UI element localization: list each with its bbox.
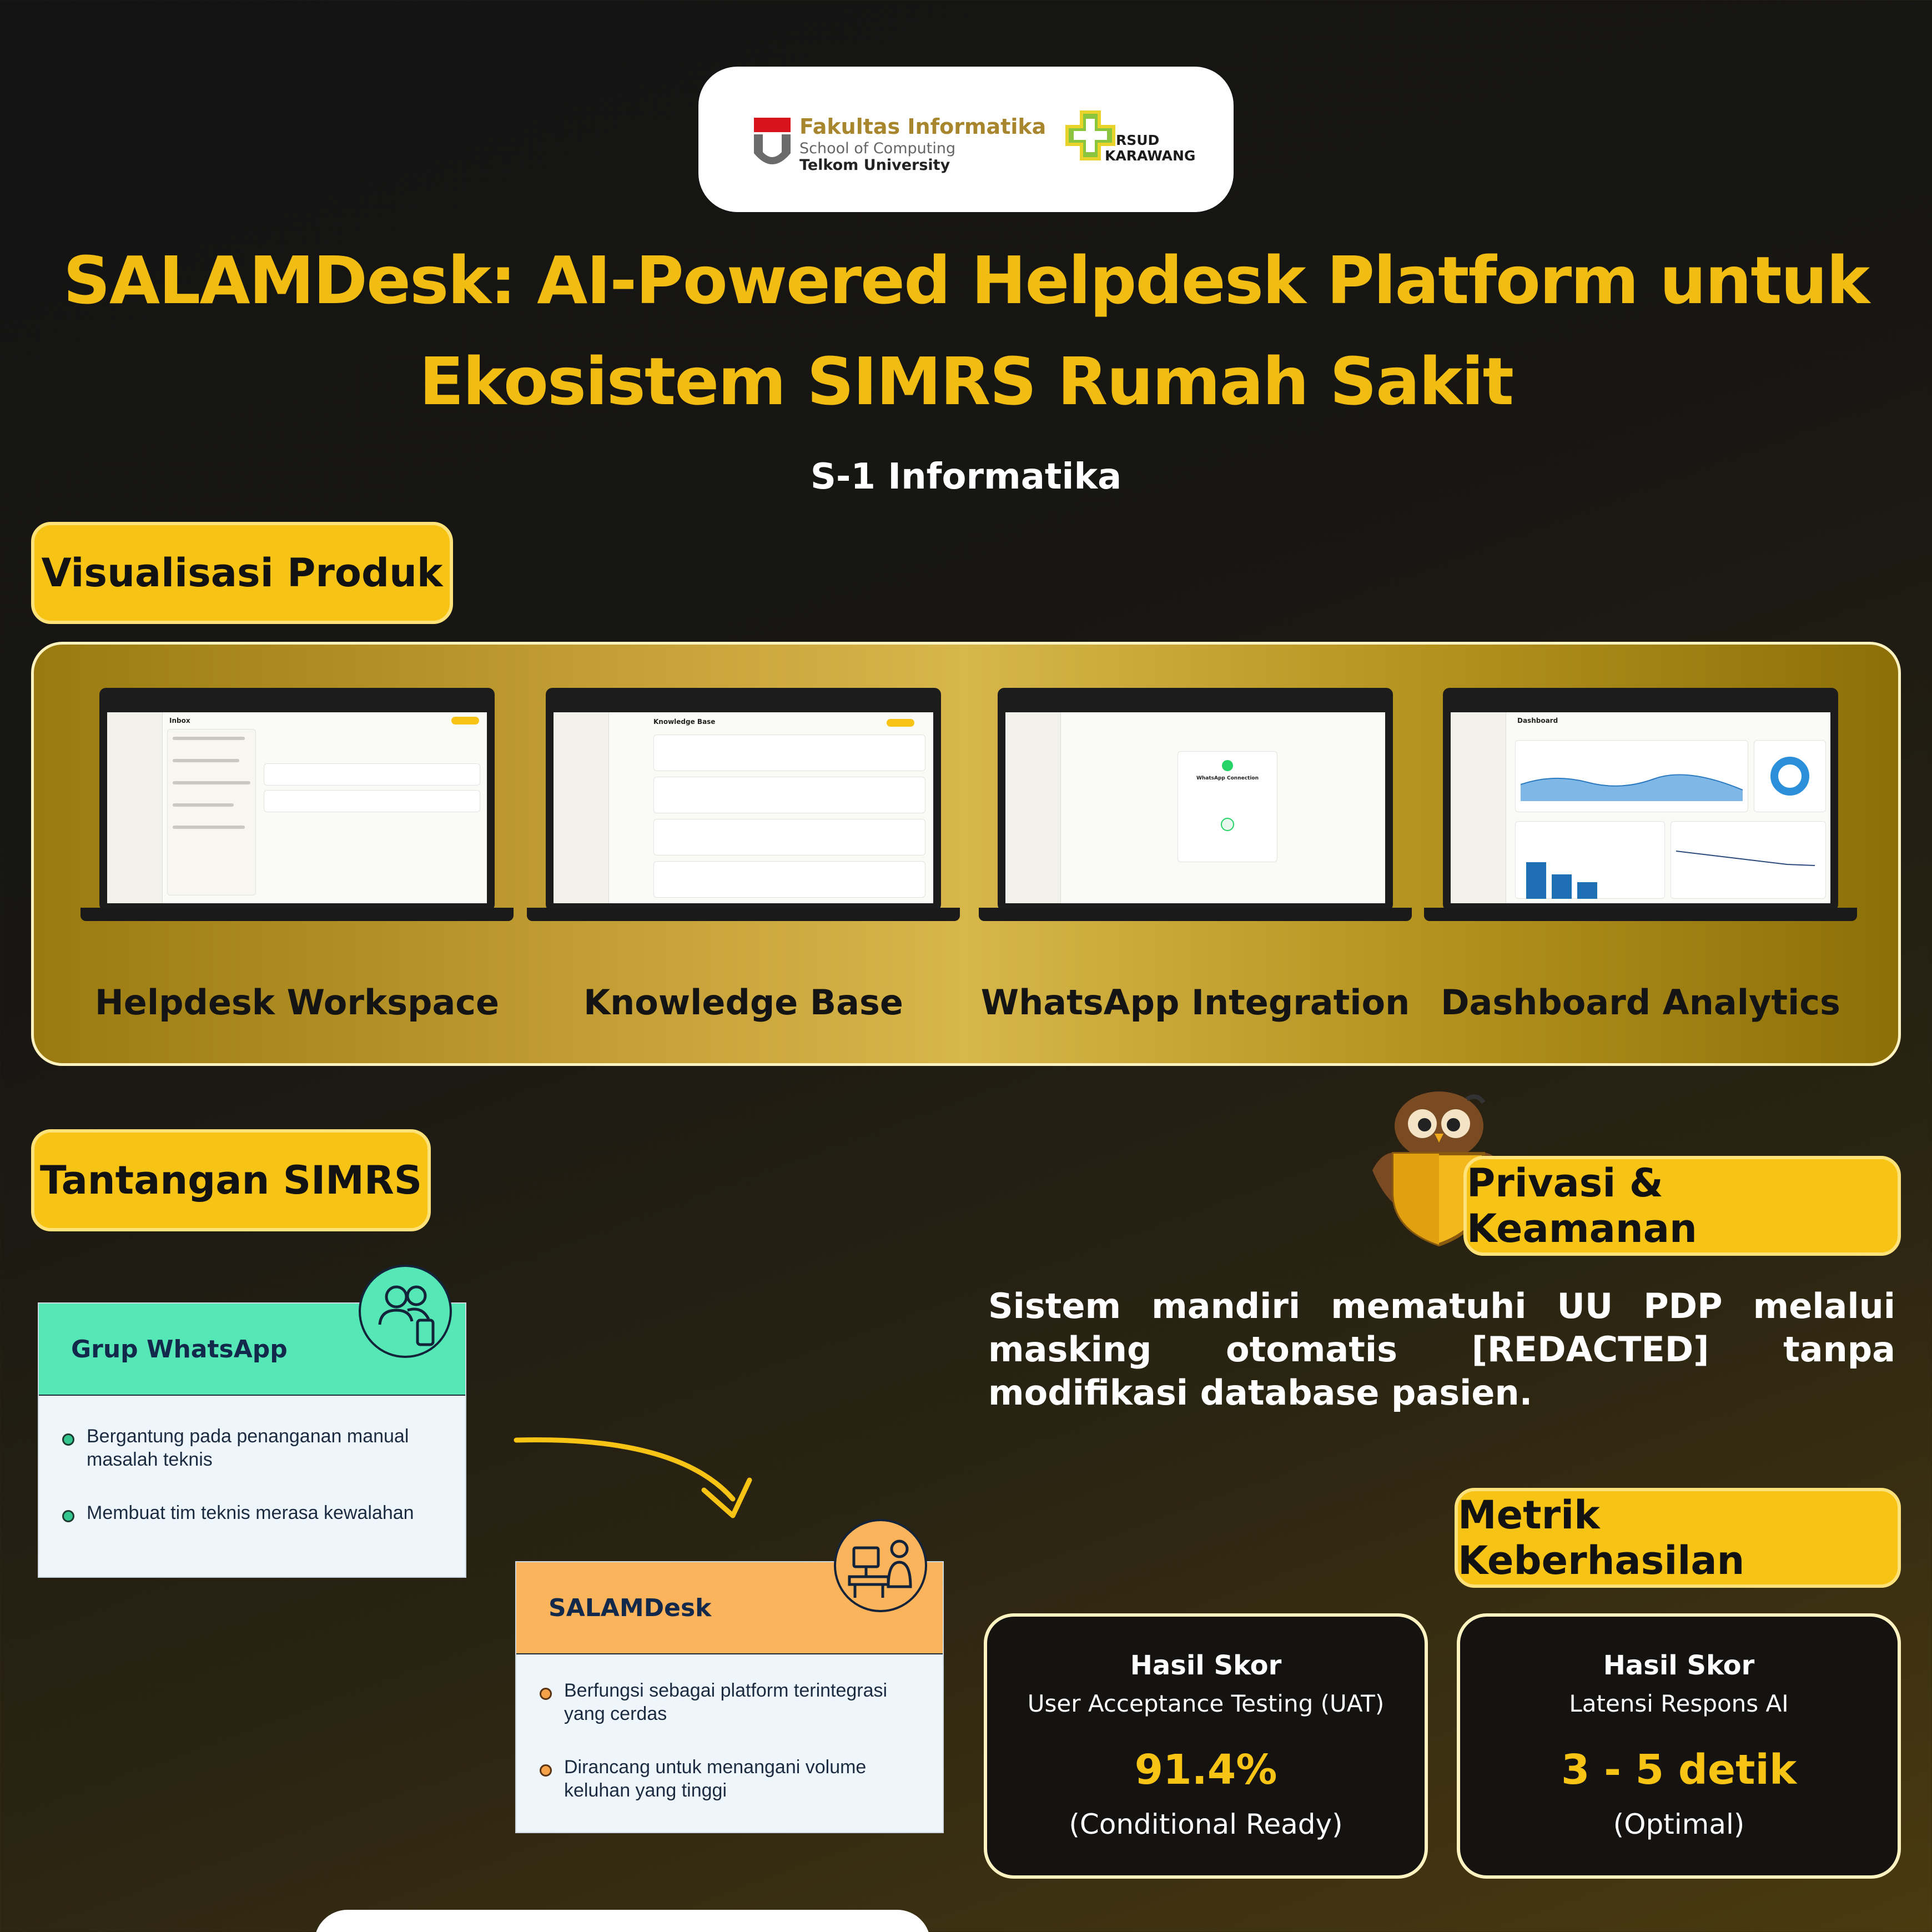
article-card bbox=[653, 777, 925, 813]
metric-note: (Conditional Ready) bbox=[1069, 1808, 1343, 1840]
card-title: SALAMDesk bbox=[516, 1562, 943, 1654]
users-phone-icon bbox=[359, 1265, 452, 1358]
bar-icon bbox=[1552, 874, 1572, 899]
bullet-dot-icon bbox=[62, 1433, 74, 1446]
product-panel bbox=[31, 642, 1901, 1066]
section-tag-privasi: Privasi & Keamanan bbox=[1463, 1156, 1901, 1256]
article-card bbox=[653, 734, 925, 771]
area-chart-icon bbox=[1521, 762, 1743, 807]
metric-card-uat bbox=[984, 1613, 1428, 1879]
screen-knowledge-base bbox=[554, 712, 933, 903]
laptop-lid bbox=[546, 688, 941, 911]
screen-sidebar bbox=[1451, 712, 1506, 903]
product-label-helpdesk: Helpdesk Workspace bbox=[94, 982, 500, 1023]
screen-sidebar bbox=[554, 712, 609, 903]
screen-title: WhatsApp Connection bbox=[1196, 776, 1259, 781]
whatsapp-icon bbox=[1222, 760, 1233, 771]
screen-whatsapp bbox=[1005, 712, 1385, 903]
metric-card-latency bbox=[1457, 1613, 1901, 1879]
program-subtitle: S-1 Informatika bbox=[810, 456, 1122, 497]
product-label-dashboard: Dashboard Analytics bbox=[1441, 982, 1840, 1023]
donut-chart-icon bbox=[1770, 757, 1809, 796]
article-card bbox=[653, 819, 925, 856]
bottom-panel-edge bbox=[314, 1910, 930, 1932]
laptop-whatsapp bbox=[979, 688, 1412, 915]
logo-card bbox=[698, 67, 1234, 212]
section-tag-tantangan: Tantangan SIMRS bbox=[31, 1129, 431, 1231]
laptop-lid bbox=[1443, 688, 1838, 911]
desk-agent-icon bbox=[834, 1519, 927, 1612]
screen-helpdesk bbox=[107, 712, 487, 903]
message-card bbox=[264, 790, 480, 812]
card-title: Grup WhatsApp bbox=[39, 1304, 465, 1396]
poster-title-line2: Ekosistem SIMRS Rumah Sakit bbox=[419, 343, 1513, 420]
message-card bbox=[264, 763, 480, 786]
metric-value: 3 - 5 detik bbox=[1561, 1746, 1797, 1794]
bar-icon bbox=[1577, 882, 1597, 899]
section-tag-metrik: Metrik Keberhasilan bbox=[1455, 1488, 1901, 1588]
connected-icon bbox=[1221, 818, 1234, 831]
laptop-base bbox=[1424, 908, 1857, 921]
laptop-knowledge-base bbox=[527, 688, 960, 915]
metric-value: 91.4% bbox=[1134, 1746, 1277, 1794]
laptop-base bbox=[979, 908, 1412, 921]
faculty-name: Fakultas Informatika bbox=[799, 114, 1046, 139]
resolve-button[interactable] bbox=[451, 717, 479, 724]
screen-title: Inbox bbox=[169, 717, 190, 724]
card-point: Bergantung pada penanganan manual masalah teknis bbox=[87, 1426, 409, 1470]
ticket-line bbox=[173, 826, 245, 829]
card-point: Membuat tim teknis merasa kewalahan bbox=[87, 1502, 414, 1523]
faculty-subline: School of Computing bbox=[799, 140, 956, 157]
laptop-lid bbox=[99, 688, 495, 911]
article-card bbox=[653, 861, 925, 898]
card-point: Berfungsi sebagai platform terintegrasi yang cerdas bbox=[564, 1680, 888, 1724]
ticket-line bbox=[173, 803, 234, 807]
metric-heading: Hasil Skor bbox=[1603, 1650, 1755, 1681]
screen-title: Dashboard bbox=[1517, 717, 1558, 724]
bullet-dot-icon bbox=[540, 1688, 552, 1700]
screen-sidebar bbox=[107, 712, 163, 903]
laptop-base bbox=[80, 908, 514, 921]
hospital-name-line2: KARAWANG bbox=[1105, 148, 1196, 164]
screen-title: Knowledge Base bbox=[653, 718, 716, 726]
bullet-dot-icon bbox=[540, 1764, 552, 1777]
screen-dashboard bbox=[1451, 712, 1830, 903]
metric-note: (Optimal) bbox=[1613, 1808, 1745, 1840]
product-label-whatsapp: WhatsApp Integration bbox=[980, 982, 1410, 1023]
laptop-base bbox=[527, 908, 960, 921]
laptop-lid bbox=[998, 688, 1393, 911]
line-chart-icon bbox=[1676, 846, 1820, 884]
hospital-name-line1: RSUD bbox=[1116, 132, 1160, 148]
metric-subtitle: Latensi Respons AI bbox=[1569, 1690, 1789, 1717]
metric-heading: Hasil Skor bbox=[1130, 1650, 1282, 1681]
ticket-line bbox=[173, 759, 239, 762]
ticket-line bbox=[173, 737, 245, 740]
product-label-knowledge-base: Knowledge Base bbox=[583, 982, 903, 1023]
section-tag-visualisasi: Visualisasi Produk bbox=[31, 522, 453, 624]
telkom-logo-icon bbox=[754, 118, 791, 168]
metric-subtitle: User Acceptance Testing (UAT) bbox=[1027, 1690, 1385, 1717]
ticket-line bbox=[173, 781, 250, 784]
screen-sidebar bbox=[1005, 712, 1061, 903]
university-name: Telkom University bbox=[799, 157, 950, 174]
add-article-button[interactable] bbox=[887, 719, 914, 727]
bar-icon bbox=[1526, 862, 1546, 899]
privasi-description: Sistem mandiri mematuhi UU PDP melalui masking otomatis [REDACTED] tanpa modifikasi database pasien. bbox=[988, 1286, 1895, 1413]
laptop-dashboard bbox=[1424, 688, 1857, 915]
laptop-helpdesk bbox=[80, 688, 514, 915]
bullet-dot-icon bbox=[62, 1510, 74, 1522]
card-point: Dirancang untuk menangani volume keluhan yang tinggi bbox=[564, 1757, 867, 1801]
curved-arrow-icon bbox=[511, 1432, 766, 1527]
poster-title-line1: SALAMDesk: AI-Powered Helpdesk Platform untuk bbox=[63, 242, 1869, 319]
ticket-list bbox=[167, 729, 256, 895]
